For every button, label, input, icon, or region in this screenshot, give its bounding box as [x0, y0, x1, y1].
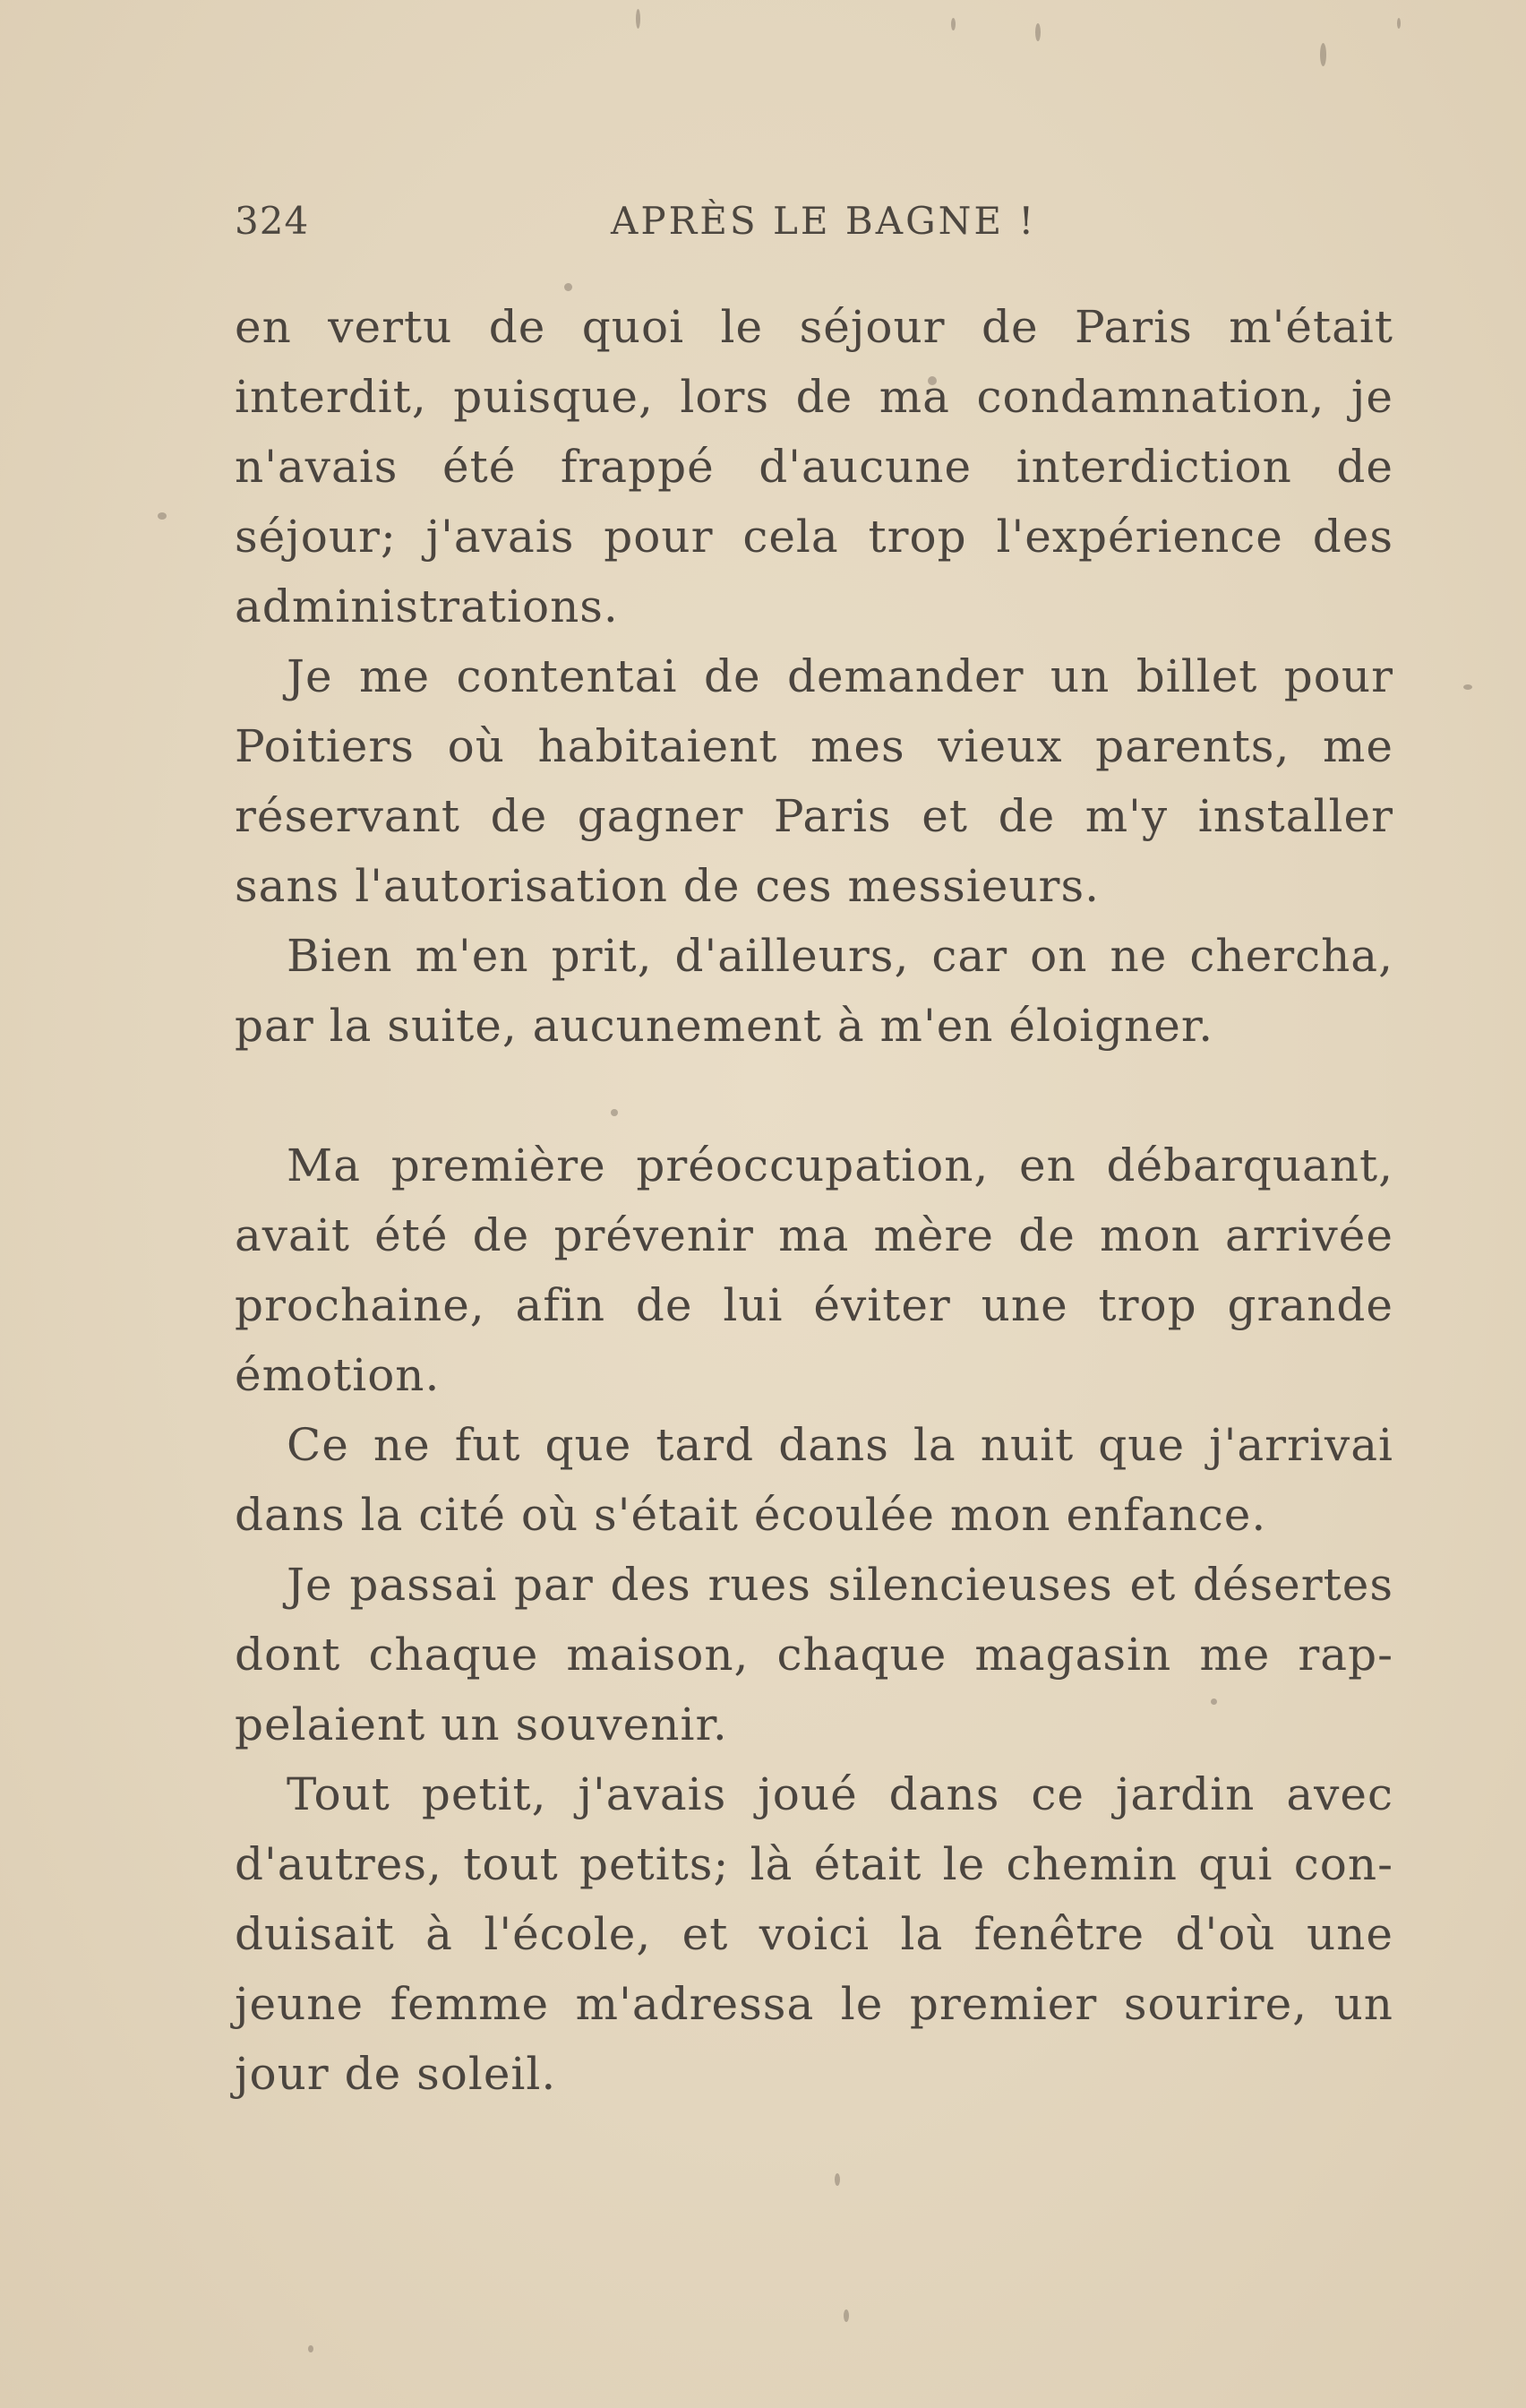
text-line: en vertu de quoi le séjour de Paris m'était [235, 301, 1393, 353]
paragraph [235, 641, 1393, 921]
body-text [235, 292, 1393, 2109]
text-line: Ce ne fut que tard dans la nuit que j'arrivai [287, 1419, 1393, 1471]
running-title: APRÈS LE BAGNE ! [611, 199, 1037, 243]
text-line: sans l'autorisation de ces messieurs. [235, 860, 1101, 912]
text-line: Tout petit, j'avais joué dans ce jardin avec [287, 1768, 1393, 1820]
paper-speck [1397, 18, 1401, 29]
text-line: duisait à l'école, et voici la fenêtre d'où une [235, 1908, 1393, 1960]
paper-speck [564, 283, 572, 291]
paragraph [235, 921, 1393, 1061]
text-line: avait été de prévenir ma mère de mon arrivée [235, 1209, 1393, 1261]
text-line: Bien m'en prit, d'ailleurs, car on ne chercha, [287, 930, 1393, 982]
text-line: réservant de gagner Paris et de m'y installer [235, 790, 1393, 842]
text-line: dont chaque maison, chaque magasin me rap- [235, 1629, 1393, 1681]
text-line: prochaine, afin de lui éviter une trop grande [235, 1279, 1393, 1331]
text-line: d'autres, tout petits; là était le chemin qui con- [235, 1838, 1393, 1890]
paper-speck [1320, 43, 1326, 66]
text-line: Je me contentai de demander un billet pour [287, 650, 1393, 702]
paper-speck [951, 18, 956, 30]
text-line: n'avais été frappé d'aucune interdiction de [235, 441, 1393, 493]
text-line: jour de soleil. [235, 2048, 557, 2100]
text-line: pelaient un souvenir. [235, 1698, 728, 1750]
text-line: jeune femme m'adressa le premier sourire, un [235, 1978, 1393, 2030]
text-line: administrations. [235, 580, 619, 632]
page-number: 324 [235, 199, 310, 243]
text-line: dans la cité où s'était écoulée mon enfance. [235, 1489, 1267, 1541]
text-line: interdit, puisque, lors de ma condamnation, je [235, 371, 1393, 423]
paper-speck [844, 2309, 849, 2322]
paragraph [235, 1550, 1393, 1759]
paragraph [235, 1410, 1393, 1550]
running-header [235, 199, 1393, 253]
section-break [235, 1061, 1393, 1131]
text-line: émotion. [235, 1349, 441, 1401]
text-line: Poitiers où habitaient mes vieux parents, me [235, 720, 1393, 772]
paragraph [235, 292, 1393, 641]
paragraph [235, 1131, 1393, 1410]
paper-speck [835, 2173, 840, 2186]
paper-speck [1463, 684, 1472, 690]
text-line: séjour; j'avais pour cela trop l'expérience des [235, 511, 1393, 563]
paper-speck [636, 9, 640, 29]
paper-speck [308, 2345, 313, 2352]
paper-speck [158, 512, 167, 520]
paper-speck [1035, 23, 1041, 41]
text-line: par la suite, aucunement à m'en éloigner. [235, 1000, 1214, 1052]
paragraph [235, 1759, 1393, 2109]
text-line: Je passai par des rues silencieuses et désertes [287, 1559, 1393, 1611]
text-line: Ma première préoccupation, en débarquant, [287, 1140, 1393, 1191]
